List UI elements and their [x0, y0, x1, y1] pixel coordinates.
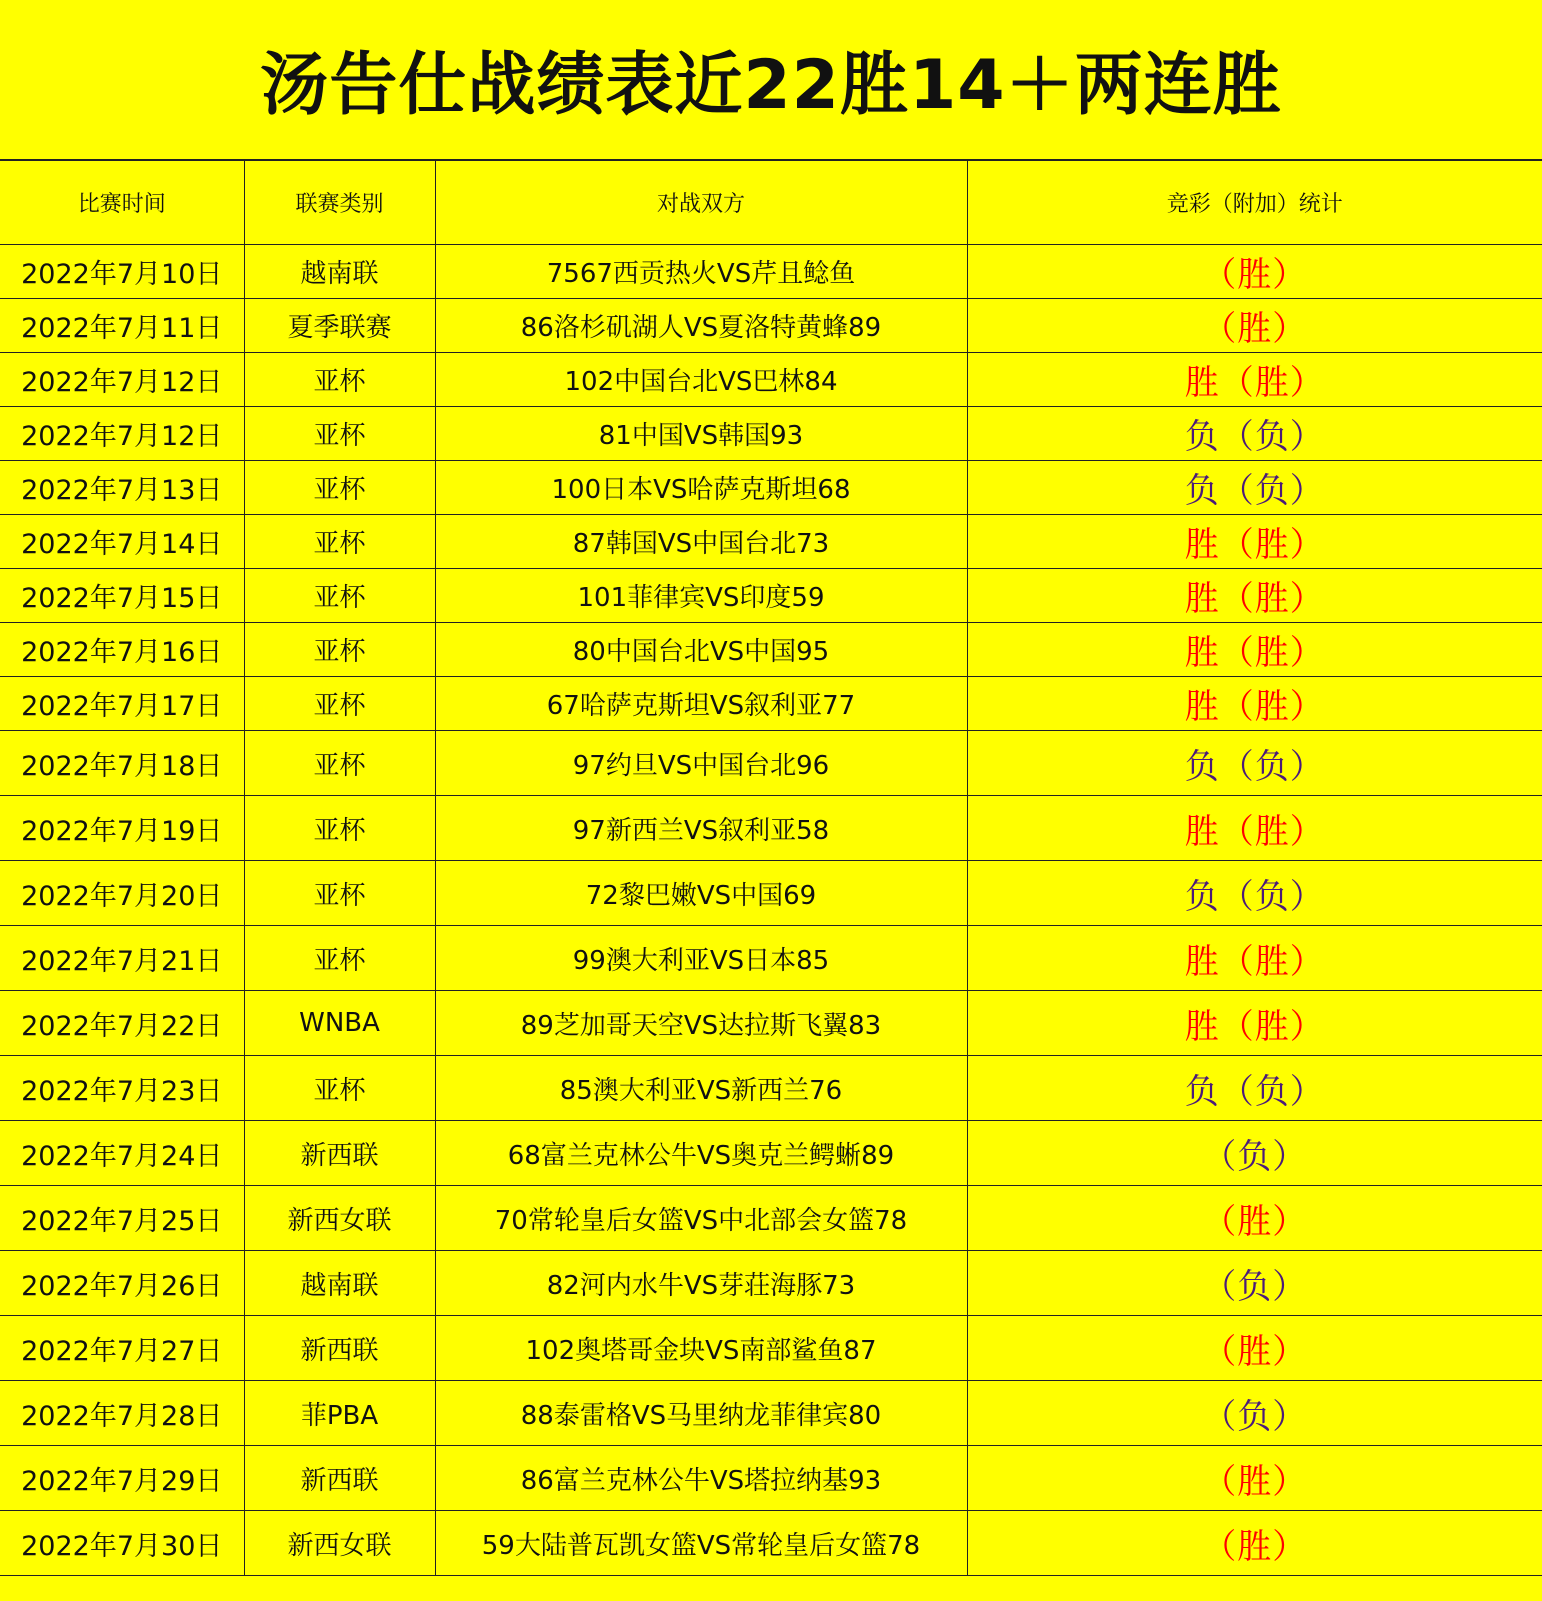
table-row	[0, 1056, 1542, 1121]
league-cell: 亚杯	[244, 569, 435, 623]
league-cell: 亚杯	[244, 861, 435, 926]
table-row	[0, 1381, 1542, 1446]
league-cell: 亚杯	[244, 926, 435, 991]
date-cell: 2022年7月26日	[0, 1251, 244, 1316]
result-cell: 负（负）	[967, 1056, 1542, 1121]
result-cell: （负）	[967, 1121, 1542, 1186]
match-cell: 86富兰克林公牛VS塔拉纳基93	[435, 1446, 967, 1511]
table-row	[0, 1121, 1542, 1186]
date-cell: 2022年7月16日	[0, 623, 244, 677]
date-cell: 2022年7月23日	[0, 1056, 244, 1121]
result-cell: 胜（胜）	[967, 677, 1542, 731]
match-cell: 99澳大利亚VS日本85	[435, 926, 967, 991]
result-cell: （胜）	[967, 299, 1542, 353]
date-cell: 2022年7月13日	[0, 461, 244, 515]
match-cell: 102中国台北VS巴林84	[435, 353, 967, 407]
table-row	[0, 461, 1542, 515]
table-row	[0, 299, 1542, 353]
result-cell: 负（负）	[967, 461, 1542, 515]
result-cell: 负（负）	[967, 731, 1542, 796]
date-cell: 2022年7月18日	[0, 731, 244, 796]
league-cell: 夏季联赛	[244, 299, 435, 353]
result-cell: 胜（胜）	[967, 991, 1542, 1056]
table-row	[0, 1251, 1542, 1316]
table-row	[0, 1316, 1542, 1381]
date-cell: 2022年7月15日	[0, 569, 244, 623]
table-row	[0, 861, 1542, 926]
league-cell: 新西联	[244, 1316, 435, 1381]
header-result: 竞彩（附加）统计	[967, 161, 1542, 245]
table-row	[0, 623, 1542, 677]
league-cell: 亚杯	[244, 515, 435, 569]
date-cell: 2022年7月10日	[0, 245, 244, 299]
table-row	[0, 407, 1542, 461]
league-cell: 新西联	[244, 1446, 435, 1511]
match-cell: 70常轮皇后女篮VS中北部会女篮78	[435, 1186, 967, 1251]
date-cell: 2022年7月12日	[0, 353, 244, 407]
date-cell: 2022年7月19日	[0, 796, 244, 861]
result-cell: 胜（胜）	[967, 796, 1542, 861]
league-cell: 亚杯	[244, 731, 435, 796]
match-cell: 85澳大利亚VS新西兰76	[435, 1056, 967, 1121]
header-match: 对战双方	[435, 161, 967, 245]
table-row	[0, 926, 1542, 991]
date-cell: 2022年7月28日	[0, 1381, 244, 1446]
result-cell: （负）	[967, 1381, 1542, 1446]
result-cell: （胜）	[967, 1511, 1542, 1576]
match-cell: 100日本VS哈萨克斯坦68	[435, 461, 967, 515]
result-cell: （胜）	[967, 1186, 1542, 1251]
date-cell: 2022年7月27日	[0, 1316, 244, 1381]
table-row	[0, 991, 1542, 1056]
result-cell: 胜（胜）	[967, 353, 1542, 407]
league-cell: 菲PBA	[244, 1381, 435, 1446]
result-cell: 负（负）	[967, 407, 1542, 461]
result-cell: 胜（胜）	[967, 569, 1542, 623]
league-cell: 亚杯	[244, 461, 435, 515]
date-cell: 2022年7月14日	[0, 515, 244, 569]
table-row	[0, 245, 1542, 299]
match-cell: 102奥塔哥金块VS南部鲨鱼87	[435, 1316, 967, 1381]
match-cell: 89芝加哥天空VS达拉斯飞翼83	[435, 991, 967, 1056]
table-row	[0, 515, 1542, 569]
match-cell: 97约旦VS中国台北96	[435, 731, 967, 796]
result-cell: 胜（胜）	[967, 515, 1542, 569]
table-row	[0, 796, 1542, 861]
header-date: 比赛时间	[0, 161, 244, 245]
table-row	[0, 353, 1542, 407]
date-cell: 2022年7月17日	[0, 677, 244, 731]
league-cell: 亚杯	[244, 677, 435, 731]
result-cell: 胜（胜）	[967, 623, 1542, 677]
result-cell: （负）	[967, 1251, 1542, 1316]
header-league: 联赛类别	[244, 161, 435, 245]
league-cell: 亚杯	[244, 1056, 435, 1121]
match-cell: 67哈萨克斯坦VS叙利亚77	[435, 677, 967, 731]
match-cell: 59大陆普瓦凯女篮VS常轮皇后女篮78	[435, 1511, 967, 1576]
league-cell: 越南联	[244, 245, 435, 299]
match-cell: 88泰雷格VS马里纳龙菲律宾80	[435, 1381, 967, 1446]
match-cell: 7567西贡热火VS芹且鲶鱼	[435, 245, 967, 299]
table-row	[0, 731, 1542, 796]
match-cell: 68富兰克林公牛VS奥克兰鳄蜥89	[435, 1121, 967, 1186]
league-cell: WNBA	[244, 991, 435, 1056]
date-cell: 2022年7月21日	[0, 926, 244, 991]
page-title: 汤告仕战绩表近22胜14＋两连胜	[0, 0, 1542, 160]
table-row	[0, 569, 1542, 623]
match-cell: 72黎巴嫩VS中国69	[435, 861, 967, 926]
match-cell: 82河内水牛VS芽荘海豚73	[435, 1251, 967, 1316]
match-cell: 81中国VS韩国93	[435, 407, 967, 461]
match-cell: 97新西兰VS叙利亚58	[435, 796, 967, 861]
date-cell: 2022年7月22日	[0, 991, 244, 1056]
table-header	[0, 161, 1542, 245]
match-cell: 86洛杉矶湖人VS夏洛特黄蜂89	[435, 299, 967, 353]
table-row	[0, 1446, 1542, 1511]
date-cell: 2022年7月24日	[0, 1121, 244, 1186]
league-cell: 亚杯	[244, 623, 435, 677]
date-cell: 2022年7月25日	[0, 1186, 244, 1251]
table-row	[0, 677, 1542, 731]
table-body	[0, 245, 1542, 1576]
result-cell: 胜（胜）	[967, 926, 1542, 991]
date-cell: 2022年7月30日	[0, 1511, 244, 1576]
match-cell: 80中国台北VS中国95	[435, 623, 967, 677]
date-cell: 2022年7月11日	[0, 299, 244, 353]
date-cell: 2022年7月29日	[0, 1446, 244, 1511]
date-cell: 2022年7月12日	[0, 407, 244, 461]
result-cell: （胜）	[967, 245, 1542, 299]
match-cell: 101菲律宾VS印度59	[435, 569, 967, 623]
table-row	[0, 1186, 1542, 1251]
league-cell: 新西女联	[244, 1186, 435, 1251]
league-cell: 新西女联	[244, 1511, 435, 1576]
league-cell: 亚杯	[244, 796, 435, 861]
table-row	[0, 1511, 1542, 1576]
league-cell: 亚杯	[244, 407, 435, 461]
result-cell: （胜）	[967, 1446, 1542, 1511]
record-table	[0, 160, 1542, 1576]
league-cell: 越南联	[244, 1251, 435, 1316]
match-cell: 87韩国VS中国台北73	[435, 515, 967, 569]
result-cell: （胜）	[967, 1316, 1542, 1381]
league-cell: 新西联	[244, 1121, 435, 1186]
date-cell: 2022年7月20日	[0, 861, 244, 926]
result-cell: 负（负）	[967, 861, 1542, 926]
league-cell: 亚杯	[244, 353, 435, 407]
